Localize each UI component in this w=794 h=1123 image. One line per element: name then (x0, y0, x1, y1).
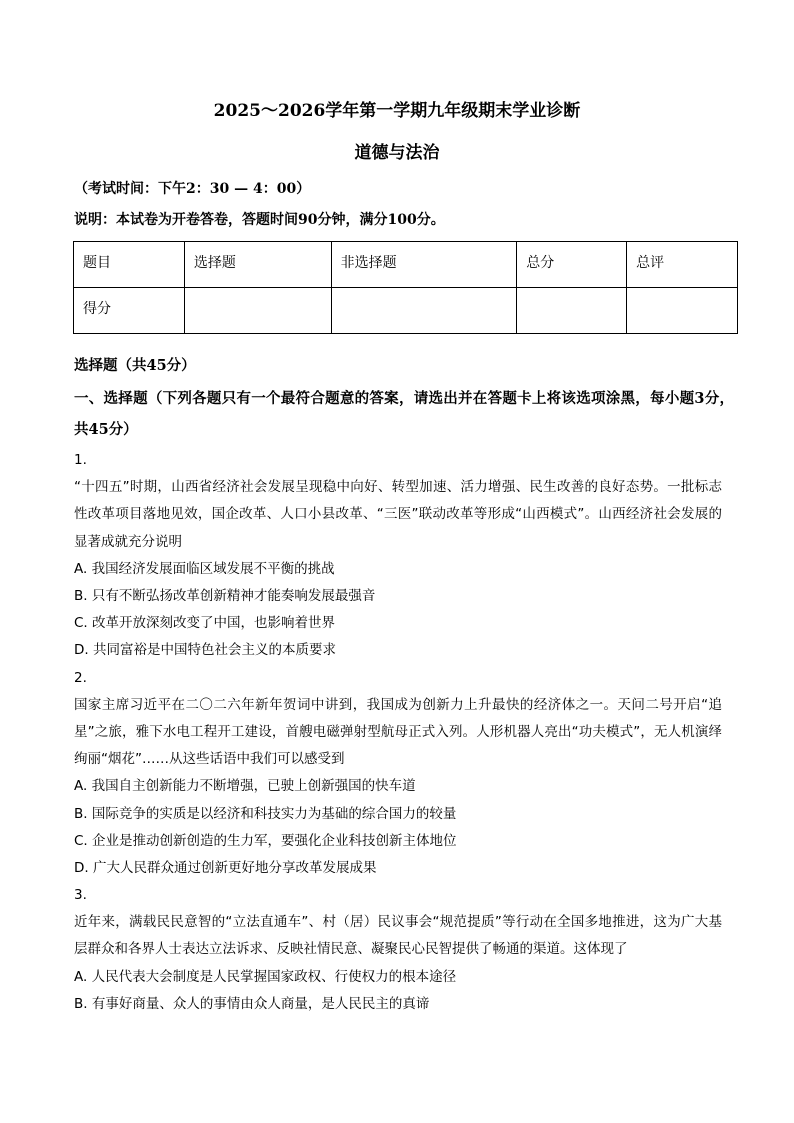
option-c: C. 改革开放深刻改变了中国，也影响着世界 (74, 615, 336, 632)
exam-time: （考试时间：下午2：30 — 4：00） (74, 181, 311, 197)
question-number: 2. (74, 669, 87, 686)
question-1 (74, 447, 722, 665)
option-d: D. 共同富裕是中国特色社会主义的本质要求 (74, 642, 336, 659)
option-c: C. 企业是推动创新创造的生力军，要强化企业科技创新主体地位 (74, 832, 457, 849)
option-d: D. 广大人民群众通过创新更好地分享改革发展成果 (74, 859, 377, 876)
score-table-header: 总分 (517, 242, 627, 288)
question-number: 1. (74, 452, 87, 468)
subject-title: 道德与法治 (354, 143, 440, 163)
exam-note: 说明：本试卷为开卷答卷，答题时间90分钟，满分100分。 (74, 212, 445, 228)
score-cell-evaluation (627, 288, 738, 334)
question-stem: 近年来，满载民民意智的“立法直通车”、村（居）民议事会“规范提质”等行动在全国多地推进，这为广大基层群众和各界人士表达立法诉求、反映社情民意、凝聚民心民智提供了畅通的渠道。这体现了 (74, 914, 722, 958)
score-table-header: 题目 (74, 242, 185, 288)
score-cell-non-choice (331, 288, 517, 334)
option-a: A. 我国自主创新能力不断增强，已驶上创新强国的快车道 (74, 778, 416, 795)
score-table-header: 选择题 (184, 242, 331, 288)
option-b: B. 国际竞争的实质是以经济和科技实力为基础的综合国力的较量 (74, 805, 457, 822)
score-table-header: 非选择题 (331, 242, 517, 288)
score-table-header: 总评 (627, 242, 738, 288)
score-row-label: 得分 (74, 288, 185, 334)
score-table-header-row (74, 242, 738, 288)
option-a: A. 我国经济发展面临区域发展不平衡的挑战 (74, 560, 335, 577)
question-stem: “十四五”时期，山西省经济社会发展呈现稳中向好、转型加速、活力增强、民生改善的良好态势。一批标志性改革项目落地见效，国企改革、人口小县改革、“三医”联动改革等形成“山西模式”。山西经济社会发展的显著成就充分说明 (74, 479, 722, 550)
question-2 (74, 665, 722, 883)
option-b: B. 有事好商量、众人的事情由众人商量，是人民民主的真谛 (74, 995, 430, 1012)
question-list (74, 447, 722, 1018)
section-label: 选择题（共45分） (74, 357, 196, 374)
score-table (73, 241, 738, 334)
score-cell-total (517, 288, 627, 334)
score-cell-choice (184, 288, 331, 334)
exam-title: 2025～2026学年第一学期九年级期末学业诊断 (213, 101, 581, 121)
question-stem: 国家主席习近平在二〇二六年新年贺词中讲到，我国成为创新力上升最快的经济体之一。天问二号开启“追星”之旅，雅下水电工程开工建设，首艘电磁弹射型航母正式入列。人形机器人亮出“功夫模式”，无人机演绎绚丽“烟花”……从这些话语中我们可以感受到 (74, 696, 722, 768)
section-instruction: 一、选择题（下列各题只有一个最符合题意的答案，请选出并在答题卡上将该选项涂黑，每小题3分，共45分） (74, 390, 734, 438)
question-number: 3. (74, 887, 87, 904)
question-3 (74, 882, 722, 1018)
option-b: B. 只有不断弘扬改革创新精神才能奏响发展最强音 (74, 587, 376, 604)
score-table-score-row (74, 288, 738, 334)
option-a: A. 人民代表大会制度是人民掌握国家政权、行使权力的根本途径 (74, 968, 457, 985)
